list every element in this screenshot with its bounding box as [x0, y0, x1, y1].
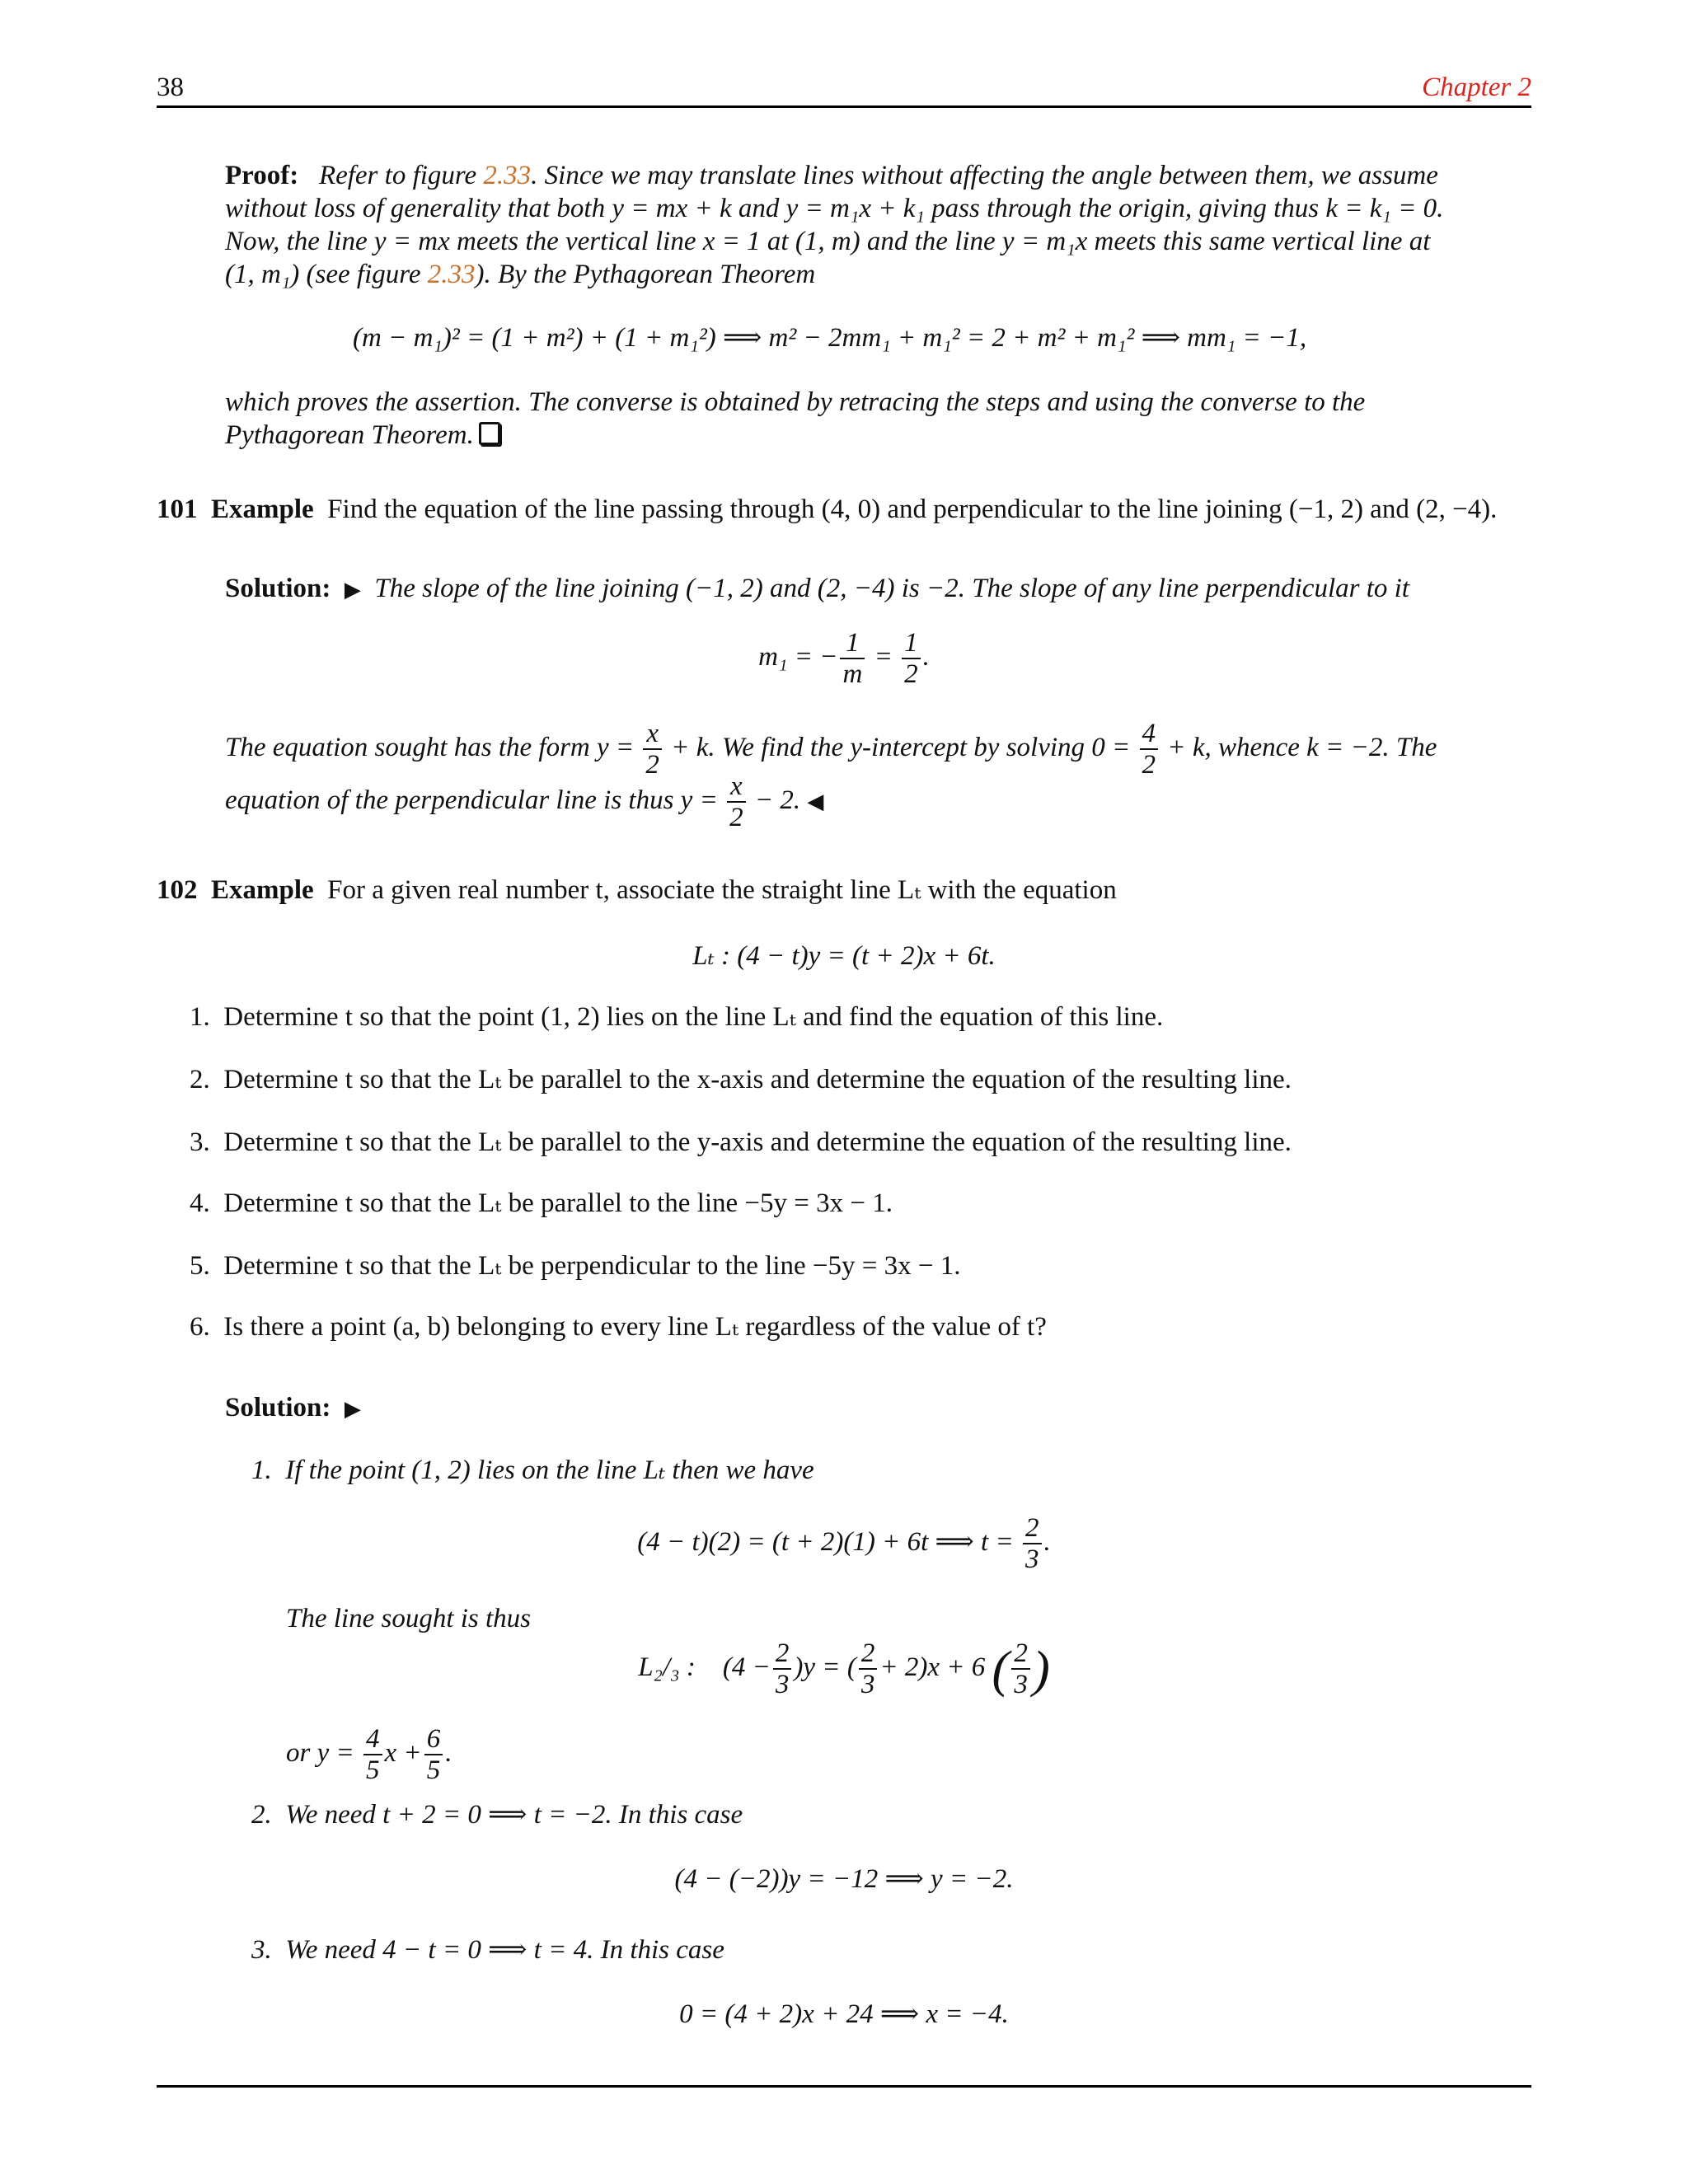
sol3-equation: 0 = (4 + 2)x + 24 ⟹ x = −4.: [679, 1999, 1009, 2029]
solution-text: equation of the perpendicular line is thus y =: [225, 785, 718, 815]
sol1-line: The line sought is thus: [286, 1604, 532, 1633]
proof-conclusion-2: [225, 419, 500, 452]
denominator: 3: [860, 1670, 875, 1700]
list-item: 2. Determine t so that the Lₜ be parallel to the x-axis and determine the equation of the resulting line.: [190, 1065, 1292, 1094]
list-item: 1. Determine t so that the point (1, 2) lies on the line Lₜ and find the equation of this line.: [190, 1002, 1164, 1032]
sol1-text: 1. If the point (1, 2) lies on the line Lₜ then we have: [251, 1455, 814, 1485]
solution-label: Solution:: [225, 1393, 331, 1422]
solution-text: We need 4 − t = 0 ⟹ t = 4. In this case: [285, 1935, 724, 1965]
denominator: 5: [366, 1755, 380, 1786]
numerator: 2: [1023, 1513, 1042, 1544]
right-triangle-icon: ▶: [344, 578, 361, 602]
fraction: [424, 1724, 443, 1786]
numerator: 1: [902, 628, 921, 659]
fraction: [859, 1638, 878, 1700]
solution-text: The equation sought has the form y =: [225, 732, 635, 762]
numerator: x: [727, 771, 746, 803]
example-text: Find the equation of the line passing through (4, 0) and perpendicular to the line joining (−1, 2) and (2, −4).: [327, 494, 1498, 524]
proof-equation: (m − m₁)² = (1 + m²) + (1 + m₁²) ⟹ m² − 2mm₁ + m₁² = 2 + m² + m₁² ⟹ mm₁ = −1,: [353, 323, 1307, 353]
eq-part: or y =: [286, 1737, 354, 1768]
proof-line-2: without loss of generality that both y = mx + k and y = m₁x + k₁ pass through the origin, giving thus k = k₁ = 0.: [225, 194, 1444, 223]
fraction: [773, 1638, 792, 1700]
list-item-text: Determine t so that the Lₜ be parallel to the x-axis and determine the equation of the resulting line.: [223, 1065, 1292, 1094]
chapter-title: Chapter 2: [1422, 73, 1531, 102]
sol2-equation: (4 − (−2))y = −12 ⟹ y = −2.: [674, 1864, 1014, 1894]
footer-rule: [157, 2085, 1531, 2088]
denominator: 3: [1025, 1544, 1039, 1575]
solution-text: + k. We find the y-intercept by solving 0 =: [671, 732, 1131, 762]
left-paren: (: [992, 1639, 1010, 1698]
list-item-text: Determine t so that the point (1, 2) lies on the line Lₜ and find the equation of this line.: [223, 1002, 1164, 1032]
proof-text: . Since we may translate lines without affecting the angle between them, we assume: [531, 161, 1438, 190]
left-triangle-icon: ◀: [807, 789, 824, 813]
denominator: 3: [1014, 1670, 1028, 1700]
page-number: 38: [157, 73, 184, 102]
denominator: 2: [1142, 750, 1156, 780]
fraction: [840, 628, 865, 690]
solution-text: + k, whence k = −2. The: [1167, 732, 1437, 762]
sol1-equation: (4 − t)(2) = (t + 2)(1) + 6t ⟹ t = $\frac{2}{3}$ .: [637, 1513, 1051, 1575]
sol3-text: 3. We need 4 − t = 0 ⟹ t = 4. In this case: [251, 1935, 724, 1965]
solution-101-line-1: [225, 572, 1409, 606]
figure-link[interactable]: 2.33: [483, 161, 532, 190]
list-item-text: Is there a point (a, b) belonging to every line Lₜ regardless of the value of t?: [223, 1312, 1047, 1342]
sol2-text: 2. We need t + 2 = 0 ⟹ t = −2. In this case: [251, 1800, 743, 1830]
list-item: 3. Determine t so that the Lₜ be parallel to the y-axis and determine the equation of the resulting line.: [190, 1127, 1292, 1157]
list-item: 4. Determine t so that the Lₜ be parallel to the line −5y = 3x − 1.: [190, 1188, 893, 1218]
list-item-text: Determine t so that the Lₜ be parallel to the line −5y = 3x − 1.: [223, 1188, 893, 1218]
example-label: Example: [211, 494, 314, 524]
list-item: 5. Determine t so that the Lₜ be perpendicular to the line −5y = 3x − 1.: [190, 1251, 961, 1281]
denominator: 3: [775, 1670, 790, 1700]
slope-equation: [0, 628, 1688, 690]
proof-label: Proof:: [225, 161, 299, 190]
numerator: 4: [363, 1724, 382, 1755]
denominator: 5: [426, 1755, 441, 1786]
denominator: 2: [904, 659, 918, 690]
eq-part: L₂/₃ :: [638, 1652, 696, 1682]
proof-conclusion-1: which proves the assertion. The converse is obtained by retracing the steps and using the converse to the: [225, 387, 1366, 417]
fraction: [902, 628, 921, 690]
eq-part: + 2)x + 6: [879, 1652, 986, 1682]
example-number: 102: [157, 875, 198, 905]
solution-101-line-3: [225, 771, 823, 833]
proof-line-1: [225, 159, 1438, 193]
sol1-or: or y = $\frac{4}{5}$ x + $\frac{6}{5}$ .: [286, 1724, 452, 1786]
example-101: [157, 493, 1497, 527]
proof-text: Pythagorean Theorem.: [225, 420, 474, 450]
numerator: 2: [773, 1638, 792, 1670]
proof-text: Refer to figure: [318, 161, 484, 190]
line-equation: Lₜ : (4 − t)y = (t + 2)x + 6t.: [692, 941, 996, 971]
numerator: 4: [1140, 719, 1159, 750]
solution-text: We need t + 2 = 0 ⟹ t = −2. In this case: [285, 1800, 743, 1830]
fraction: [363, 1724, 382, 1786]
example-number: 101: [157, 494, 198, 524]
sol1-equation-2: [0, 1638, 1688, 1700]
figure-link[interactable]: 2.33: [427, 260, 476, 289]
fraction: [1140, 719, 1159, 780]
solution-label: Solution:: [225, 574, 331, 603]
example-102: [157, 874, 1117, 907]
numerator: 2: [859, 1638, 878, 1670]
right-triangle-icon: ▶: [344, 1397, 361, 1421]
list-item-text: Determine t so that the Lₜ be perpendicular to the line −5y = 3x − 1.: [223, 1251, 961, 1281]
solution-text: The slope of the line joining (−1, 2) and (2, −4) is −2. The slope of any line perpendicular to it: [374, 574, 1409, 603]
numerator: 2: [1011, 1638, 1030, 1670]
right-paren: ): [1032, 1639, 1050, 1698]
eq-part: =: [874, 641, 893, 672]
numerator: 1: [840, 628, 865, 659]
eq-part: .: [922, 641, 930, 672]
proof-line-4: [225, 258, 815, 292]
proof-text: ). By the Pythagorean Theorem: [475, 260, 816, 289]
example-text: For a given real number t, associate the straight line Lₜ with the equation: [327, 875, 1117, 905]
denominator: 2: [729, 803, 743, 833]
fraction: [727, 771, 746, 833]
list-item-text: Determine t so that the Lₜ be parallel to the y-axis and determine the equation of the resulting line.: [223, 1127, 1292, 1157]
list-item: 6. Is there a point (a, b) belonging to every line Lₜ regardless of the value of t?: [190, 1312, 1047, 1342]
eq-part: )y = (: [794, 1652, 856, 1682]
header-rule: [157, 105, 1531, 108]
eq-part: (4 − t)(2) = (t + 2)(1) + 6t ⟹ t =: [637, 1526, 1014, 1557]
solution-102-label: [225, 1391, 361, 1425]
fraction: [1011, 1638, 1030, 1700]
qed-box-icon: [479, 422, 500, 445]
eq-part: m₁ = −: [758, 641, 838, 672]
eq-part: (4 −: [722, 1652, 771, 1682]
numerator: 6: [424, 1724, 443, 1755]
solution-text: If the point (1, 2) lies on the line Lₜ then we have: [285, 1455, 814, 1485]
solution-text: − 2.: [754, 785, 801, 815]
eq-part: x +: [384, 1737, 422, 1768]
proof-line-3: Now, the line y = mx meets the vertical line x = 1 at (1, m) and the line y = m₁x meets this same vertical line at: [225, 227, 1431, 256]
denominator: 2: [645, 750, 659, 780]
numerator: x: [643, 719, 662, 750]
proof-text: (1, m₁) (see figure: [225, 260, 428, 289]
denominator: m: [842, 659, 863, 690]
example-label: Example: [211, 875, 314, 905]
fraction: [1023, 1513, 1042, 1575]
